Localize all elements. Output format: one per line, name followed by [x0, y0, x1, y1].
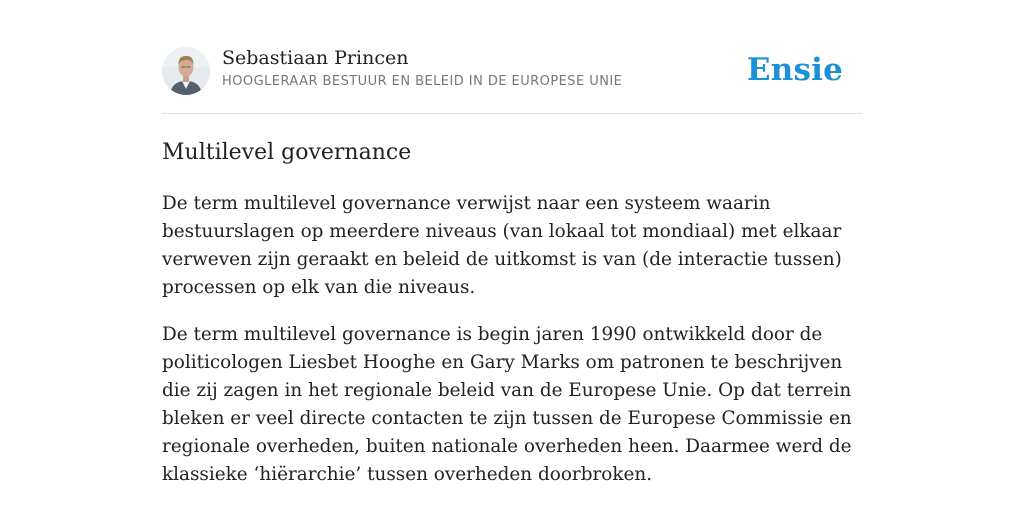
article-page	[162, 0, 862, 512]
header-divider	[162, 113, 862, 114]
article-paragraph-2: De term multilevel governance is begin jaren 1990 ontwikkeld door de politicologen Liesbet Hooghe en Gary Marks om patronen te beschrijven die zij zagen in het regionale beleid van de Europese Unie. Op dat terrein bleken er veel directe contacten te zijn tussen de Europese Commissie en regionale overheden, buiten nationale overheden heen. Daarmee werd de klassieke ‘hiërarchie’ tussen overheden doorbroken.	[162, 324, 852, 485]
avatar[interactable]	[162, 47, 210, 95]
author-header	[162, 46, 862, 96]
author-role: HOOGLERAAR BESTUUR EN BELEID IN DE EUROPESE UNIE	[222, 74, 623, 89]
author-name[interactable]: Sebastiaan Princen	[222, 47, 409, 69]
author-photo-icon	[162, 47, 210, 95]
ensie-logo[interactable]: Ensie	[746, 52, 843, 88]
article-paragraph-1: De term multilevel governance verwijst naar een systeem waarin bestuurslagen op meerdere niveaus (van lokaal tot mondiaal) met elkaar verweven zijn geraakt en beleid de uitkomst is van (de interactie tussen) processen op elk van die niveaus.	[162, 193, 842, 298]
article-title: Multilevel governance	[162, 140, 412, 165]
